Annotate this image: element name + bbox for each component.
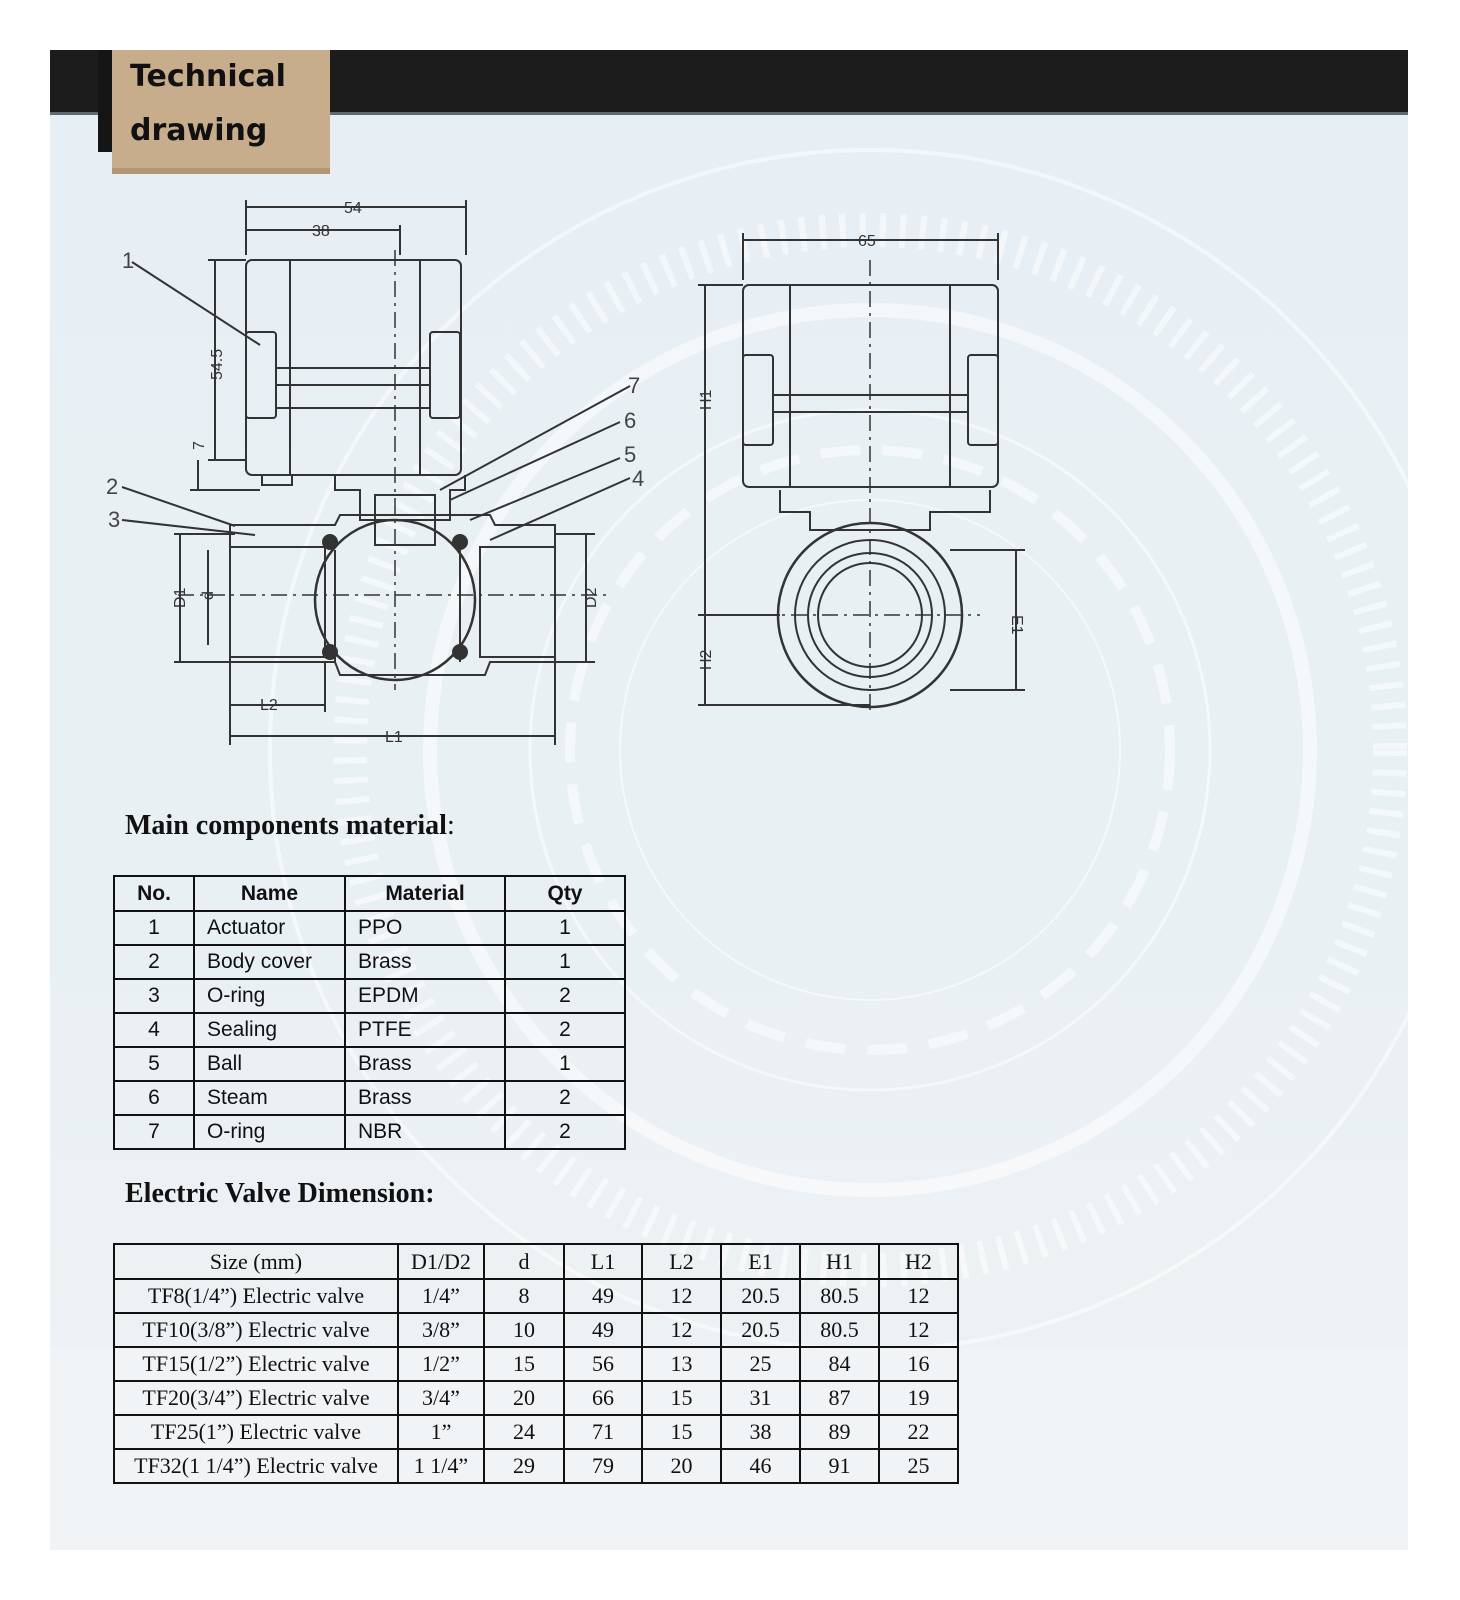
table-cell: 84 bbox=[800, 1347, 879, 1381]
table-header: Qty bbox=[505, 876, 625, 911]
table-cell: 7 bbox=[114, 1115, 194, 1149]
table-cell: 1/4” bbox=[398, 1279, 484, 1313]
table-cell: 8 bbox=[484, 1279, 564, 1313]
dim-label-54-5: 54.5 bbox=[209, 348, 226, 380]
callout-6: 6 bbox=[624, 408, 637, 433]
table-row bbox=[114, 1449, 958, 1483]
table-cell: 20.5 bbox=[721, 1313, 800, 1347]
heading-line-1: Technical bbox=[130, 59, 286, 94]
table-cell: 56 bbox=[564, 1347, 642, 1381]
table-cell: Brass bbox=[345, 1081, 505, 1115]
table-cell: TF8(1/4”) Electric valve bbox=[114, 1279, 398, 1313]
table-row bbox=[114, 979, 625, 1013]
table-cell: 49 bbox=[564, 1313, 642, 1347]
table-cell: Brass bbox=[345, 945, 505, 979]
table-cell: 22 bbox=[879, 1415, 958, 1449]
dim-label-d: d bbox=[200, 591, 217, 600]
table-cell: 89 bbox=[800, 1415, 879, 1449]
table-cell: 3/8” bbox=[398, 1313, 484, 1347]
table-cell: 20.5 bbox=[721, 1279, 800, 1313]
table-row bbox=[114, 1279, 958, 1313]
table-row bbox=[114, 1381, 958, 1415]
table-cell: NBR bbox=[345, 1115, 505, 1149]
table-cell: 46 bbox=[721, 1449, 800, 1483]
table-cell: 6 bbox=[114, 1081, 194, 1115]
table-cell: 16 bbox=[879, 1347, 958, 1381]
table-row bbox=[114, 945, 625, 979]
table-header: Material bbox=[345, 876, 505, 911]
table-cell: 4 bbox=[114, 1013, 194, 1047]
table-header: H1 bbox=[800, 1244, 879, 1279]
technical-drawing bbox=[50, 50, 1408, 810]
table-row bbox=[114, 1047, 625, 1081]
table-cell: 20 bbox=[642, 1449, 721, 1483]
table-row bbox=[114, 911, 625, 945]
table-cell: 1 bbox=[505, 911, 625, 945]
table-row bbox=[114, 1415, 958, 1449]
table-cell: 80.5 bbox=[800, 1279, 879, 1313]
heading-line-2: drawing bbox=[130, 113, 268, 148]
dim-label-H1: H1 bbox=[698, 389, 715, 410]
table-cell: 1 bbox=[505, 1047, 625, 1081]
table-cell: Body cover bbox=[194, 945, 345, 979]
table-cell: 3 bbox=[114, 979, 194, 1013]
table-row bbox=[114, 1313, 958, 1347]
components-title-suffix: : bbox=[446, 810, 455, 841]
table-cell: 2 bbox=[114, 945, 194, 979]
table-cell: 20 bbox=[484, 1381, 564, 1415]
table-cell: PTFE bbox=[345, 1013, 505, 1047]
table-cell: 80.5 bbox=[800, 1313, 879, 1347]
table-cell: 66 bbox=[564, 1381, 642, 1415]
table-header: E1 bbox=[721, 1244, 800, 1279]
table-cell: TF15(1/2”) Electric valve bbox=[114, 1347, 398, 1381]
table-cell: O-ring bbox=[194, 1115, 345, 1149]
table-cell: 10 bbox=[484, 1313, 564, 1347]
table-cell: 15 bbox=[484, 1347, 564, 1381]
dim-label-54: 54 bbox=[344, 200, 362, 217]
table-cell: 25 bbox=[879, 1449, 958, 1483]
dimensions-table bbox=[113, 1243, 959, 1484]
table-cell: TF25(1”) Electric valve bbox=[114, 1415, 398, 1449]
table-header: H2 bbox=[879, 1244, 958, 1279]
table-header-row bbox=[114, 876, 625, 911]
table-header: d bbox=[484, 1244, 564, 1279]
table-cell: Ball bbox=[194, 1047, 345, 1081]
components-title-text: Main components material bbox=[125, 810, 447, 841]
table-cell: Sealing bbox=[194, 1013, 345, 1047]
dim-label-38: 38 bbox=[312, 223, 330, 240]
table-cell: PPO bbox=[345, 911, 505, 945]
callout-7: 7 bbox=[628, 373, 641, 398]
table-cell: 38 bbox=[721, 1415, 800, 1449]
components-table bbox=[113, 875, 626, 1150]
table-cell: Steam bbox=[194, 1081, 345, 1115]
table-cell: 2 bbox=[505, 1081, 625, 1115]
table-row bbox=[114, 1081, 625, 1115]
table-cell: 29 bbox=[484, 1449, 564, 1483]
table-cell: 24 bbox=[484, 1415, 564, 1449]
table-cell: 2 bbox=[505, 1115, 625, 1149]
table-cell: TF32(1 1/4”) Electric valve bbox=[114, 1449, 398, 1483]
table-cell: Brass bbox=[345, 1047, 505, 1081]
table-cell: 15 bbox=[642, 1381, 721, 1415]
table-cell: 12 bbox=[642, 1279, 721, 1313]
table-header-row bbox=[114, 1244, 958, 1279]
table-row bbox=[114, 1347, 958, 1381]
table-header: No. bbox=[114, 876, 194, 911]
table-cell: 91 bbox=[800, 1449, 879, 1483]
table-row bbox=[114, 1013, 625, 1047]
table-cell: 12 bbox=[879, 1279, 958, 1313]
table-header: L1 bbox=[564, 1244, 642, 1279]
dim-label-65: 65 bbox=[858, 233, 876, 250]
table-cell: 12 bbox=[879, 1313, 958, 1347]
table-cell: 87 bbox=[800, 1381, 879, 1415]
dim-label-E1: E1 bbox=[1008, 615, 1025, 635]
table-cell: 15 bbox=[642, 1415, 721, 1449]
components-title bbox=[125, 810, 455, 842]
table-cell: 31 bbox=[721, 1381, 800, 1415]
table-row bbox=[114, 1115, 625, 1149]
table-cell: 12 bbox=[642, 1313, 721, 1347]
table-cell: 1 bbox=[505, 945, 625, 979]
table-cell: 1 bbox=[114, 911, 194, 945]
table-cell: 2 bbox=[505, 1013, 625, 1047]
table-header: Name bbox=[194, 876, 345, 911]
dim-label-H2: H2 bbox=[698, 649, 715, 670]
callout-4: 4 bbox=[632, 466, 645, 491]
table-cell: TF10(3/8”) Electric valve bbox=[114, 1313, 398, 1347]
table-cell: 1” bbox=[398, 1415, 484, 1449]
dim-label-D1: D1 bbox=[172, 587, 189, 608]
table-cell: O-ring bbox=[194, 979, 345, 1013]
table-cell: 1/2” bbox=[398, 1347, 484, 1381]
callout-1: 1 bbox=[122, 248, 135, 273]
table-cell: TF20(3/4”) Electric valve bbox=[114, 1381, 398, 1415]
callout-5: 5 bbox=[624, 442, 637, 467]
table-header: L2 bbox=[642, 1244, 721, 1279]
table-cell: 49 bbox=[564, 1279, 642, 1313]
table-cell: 1 1/4” bbox=[398, 1449, 484, 1483]
table-cell: 19 bbox=[879, 1381, 958, 1415]
dim-label-7: 7 bbox=[191, 441, 208, 450]
table-cell: 25 bbox=[721, 1347, 800, 1381]
table-cell: 79 bbox=[564, 1449, 642, 1483]
table-header: Size (mm) bbox=[114, 1244, 398, 1279]
table-cell: 71 bbox=[564, 1415, 642, 1449]
table-cell: 13 bbox=[642, 1347, 721, 1381]
table-header: D1/D2 bbox=[398, 1244, 484, 1279]
product-sheet-panel bbox=[50, 50, 1408, 1550]
table-cell: EPDM bbox=[345, 979, 505, 1013]
dim-label-L2: L2 bbox=[260, 697, 278, 714]
callout-3: 3 bbox=[108, 507, 121, 532]
dimensions-title: Electric Valve Dimension: bbox=[125, 1178, 435, 1209]
table-cell: 2 bbox=[505, 979, 625, 1013]
dim-label-D2: D2 bbox=[583, 587, 600, 608]
table-cell: Actuator bbox=[194, 911, 345, 945]
dim-label-L1: L1 bbox=[385, 729, 403, 746]
table-cell: 3/4” bbox=[398, 1381, 484, 1415]
table-cell: 5 bbox=[114, 1047, 194, 1081]
callout-2: 2 bbox=[106, 474, 119, 499]
